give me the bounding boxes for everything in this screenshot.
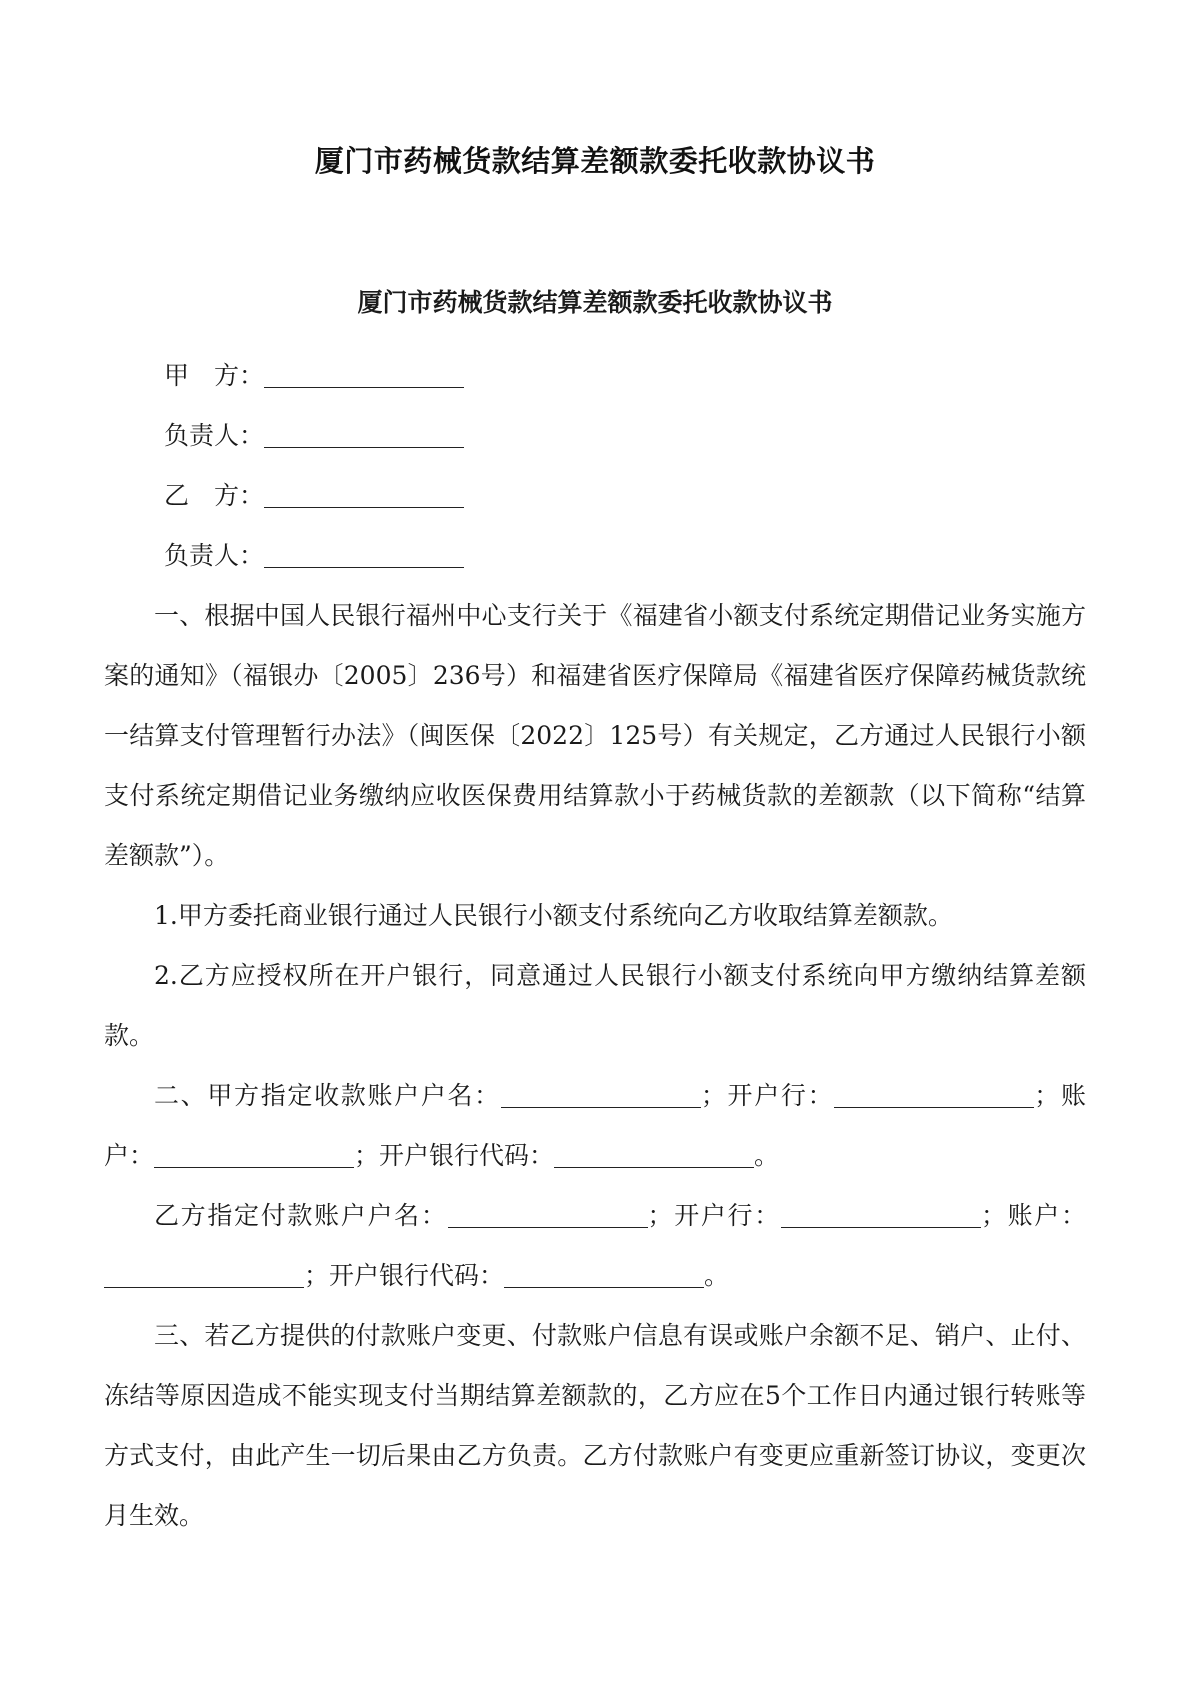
agreement-body	[104, 346, 1086, 1546]
party-a-account-label: ；账户：	[104, 1081, 1086, 1170]
party-a-line	[104, 346, 1086, 406]
party-a-bank-label: ；开户行：	[700, 1081, 835, 1110]
party-b-account-name-label: 乙方指定付款账户户名：	[154, 1201, 448, 1230]
section-2-party-a-account	[104, 1066, 1086, 1186]
party-a-label: 甲 方：	[164, 361, 265, 390]
party-b-bank-code-label: ；开户银行代码：	[304, 1261, 505, 1290]
party-b-representative-label: 负责人：	[164, 541, 265, 570]
party-b-representative-blank[interactable]	[264, 541, 464, 568]
section-2-party-b-account	[104, 1186, 1086, 1306]
party-b-representative-line	[104, 526, 1086, 586]
party-b-bank-blank[interactable]	[781, 1201, 981, 1228]
section-1-item-1: 1.甲方委托商业银行通过人民银行小额支付系统向乙方收取结算差额款。	[154, 901, 953, 930]
party-b-bank-code-blank[interactable]	[504, 1261, 704, 1288]
party-b-end: 。	[704, 1261, 730, 1290]
party-a-account-number-blank[interactable]	[154, 1141, 354, 1168]
party-b-account-label: ；账户：	[980, 1201, 1086, 1230]
party-a-end: 。	[754, 1141, 780, 1170]
party-b-line	[104, 466, 1086, 526]
party-a-bank-code-blank[interactable]	[554, 1141, 754, 1168]
party-a-representative-blank[interactable]	[264, 421, 464, 448]
party-a-account-name-label: 二、甲方指定收款账户户名：	[154, 1081, 501, 1110]
party-b-bank-label: ；开户行：	[647, 1201, 781, 1230]
party-b-account-name-blank[interactable]	[448, 1201, 648, 1228]
party-a-bank-code-label: ；开户银行代码：	[354, 1141, 555, 1170]
section-3: 三、若乙方提供的付款账户变更、付款账户信息有误或账户余额不足、销户、止付、冻结等原因造成不能实现支付当期结算差额款的，乙方应在5个工作日内通过银行转账等方式支付，由此产生一切后果由乙方负责。乙方付款账户有变更应重新签订协议，变更次月生效。	[104, 1321, 1086, 1530]
party-b-account-number-blank[interactable]	[104, 1261, 304, 1288]
section-1-intro: 一、根据中国人民银行福州中心支行关于《福建省小额支付系统定期借记业务实施方案的通知》（福银办〔2005〕236号）和福建省医疗保障局《福建省医疗保障药械货款统一结算支付管理暂行办法》（闽医保〔2022〕125号）有关规定，乙方通过人民银行小额支付系统定期借记业务缴纳应收医保费用结算款小于药械货款的差额款（以下简称“结算差额款”）。	[104, 601, 1086, 870]
party-b-blank[interactable]	[264, 481, 464, 508]
party-b-label: 乙 方：	[164, 481, 265, 510]
party-a-account-name-blank[interactable]	[501, 1081, 701, 1108]
party-a-representative-label: 负责人：	[164, 421, 265, 450]
party-a-representative-line	[104, 406, 1086, 466]
party-a-blank[interactable]	[264, 361, 464, 388]
page-title: 厦门市药械货款结算差额款委托收款协议书	[314, 144, 876, 178]
section-1-item-2: 2.乙方应授权所在开户银行，同意通过人民银行小额支付系统向甲方缴纳结算差额款。	[104, 961, 1086, 1050]
party-a-bank-blank[interactable]	[834, 1081, 1034, 1108]
agreement-subtitle: 厦门市药械货款结算差额款委托收款协议书	[357, 288, 833, 317]
